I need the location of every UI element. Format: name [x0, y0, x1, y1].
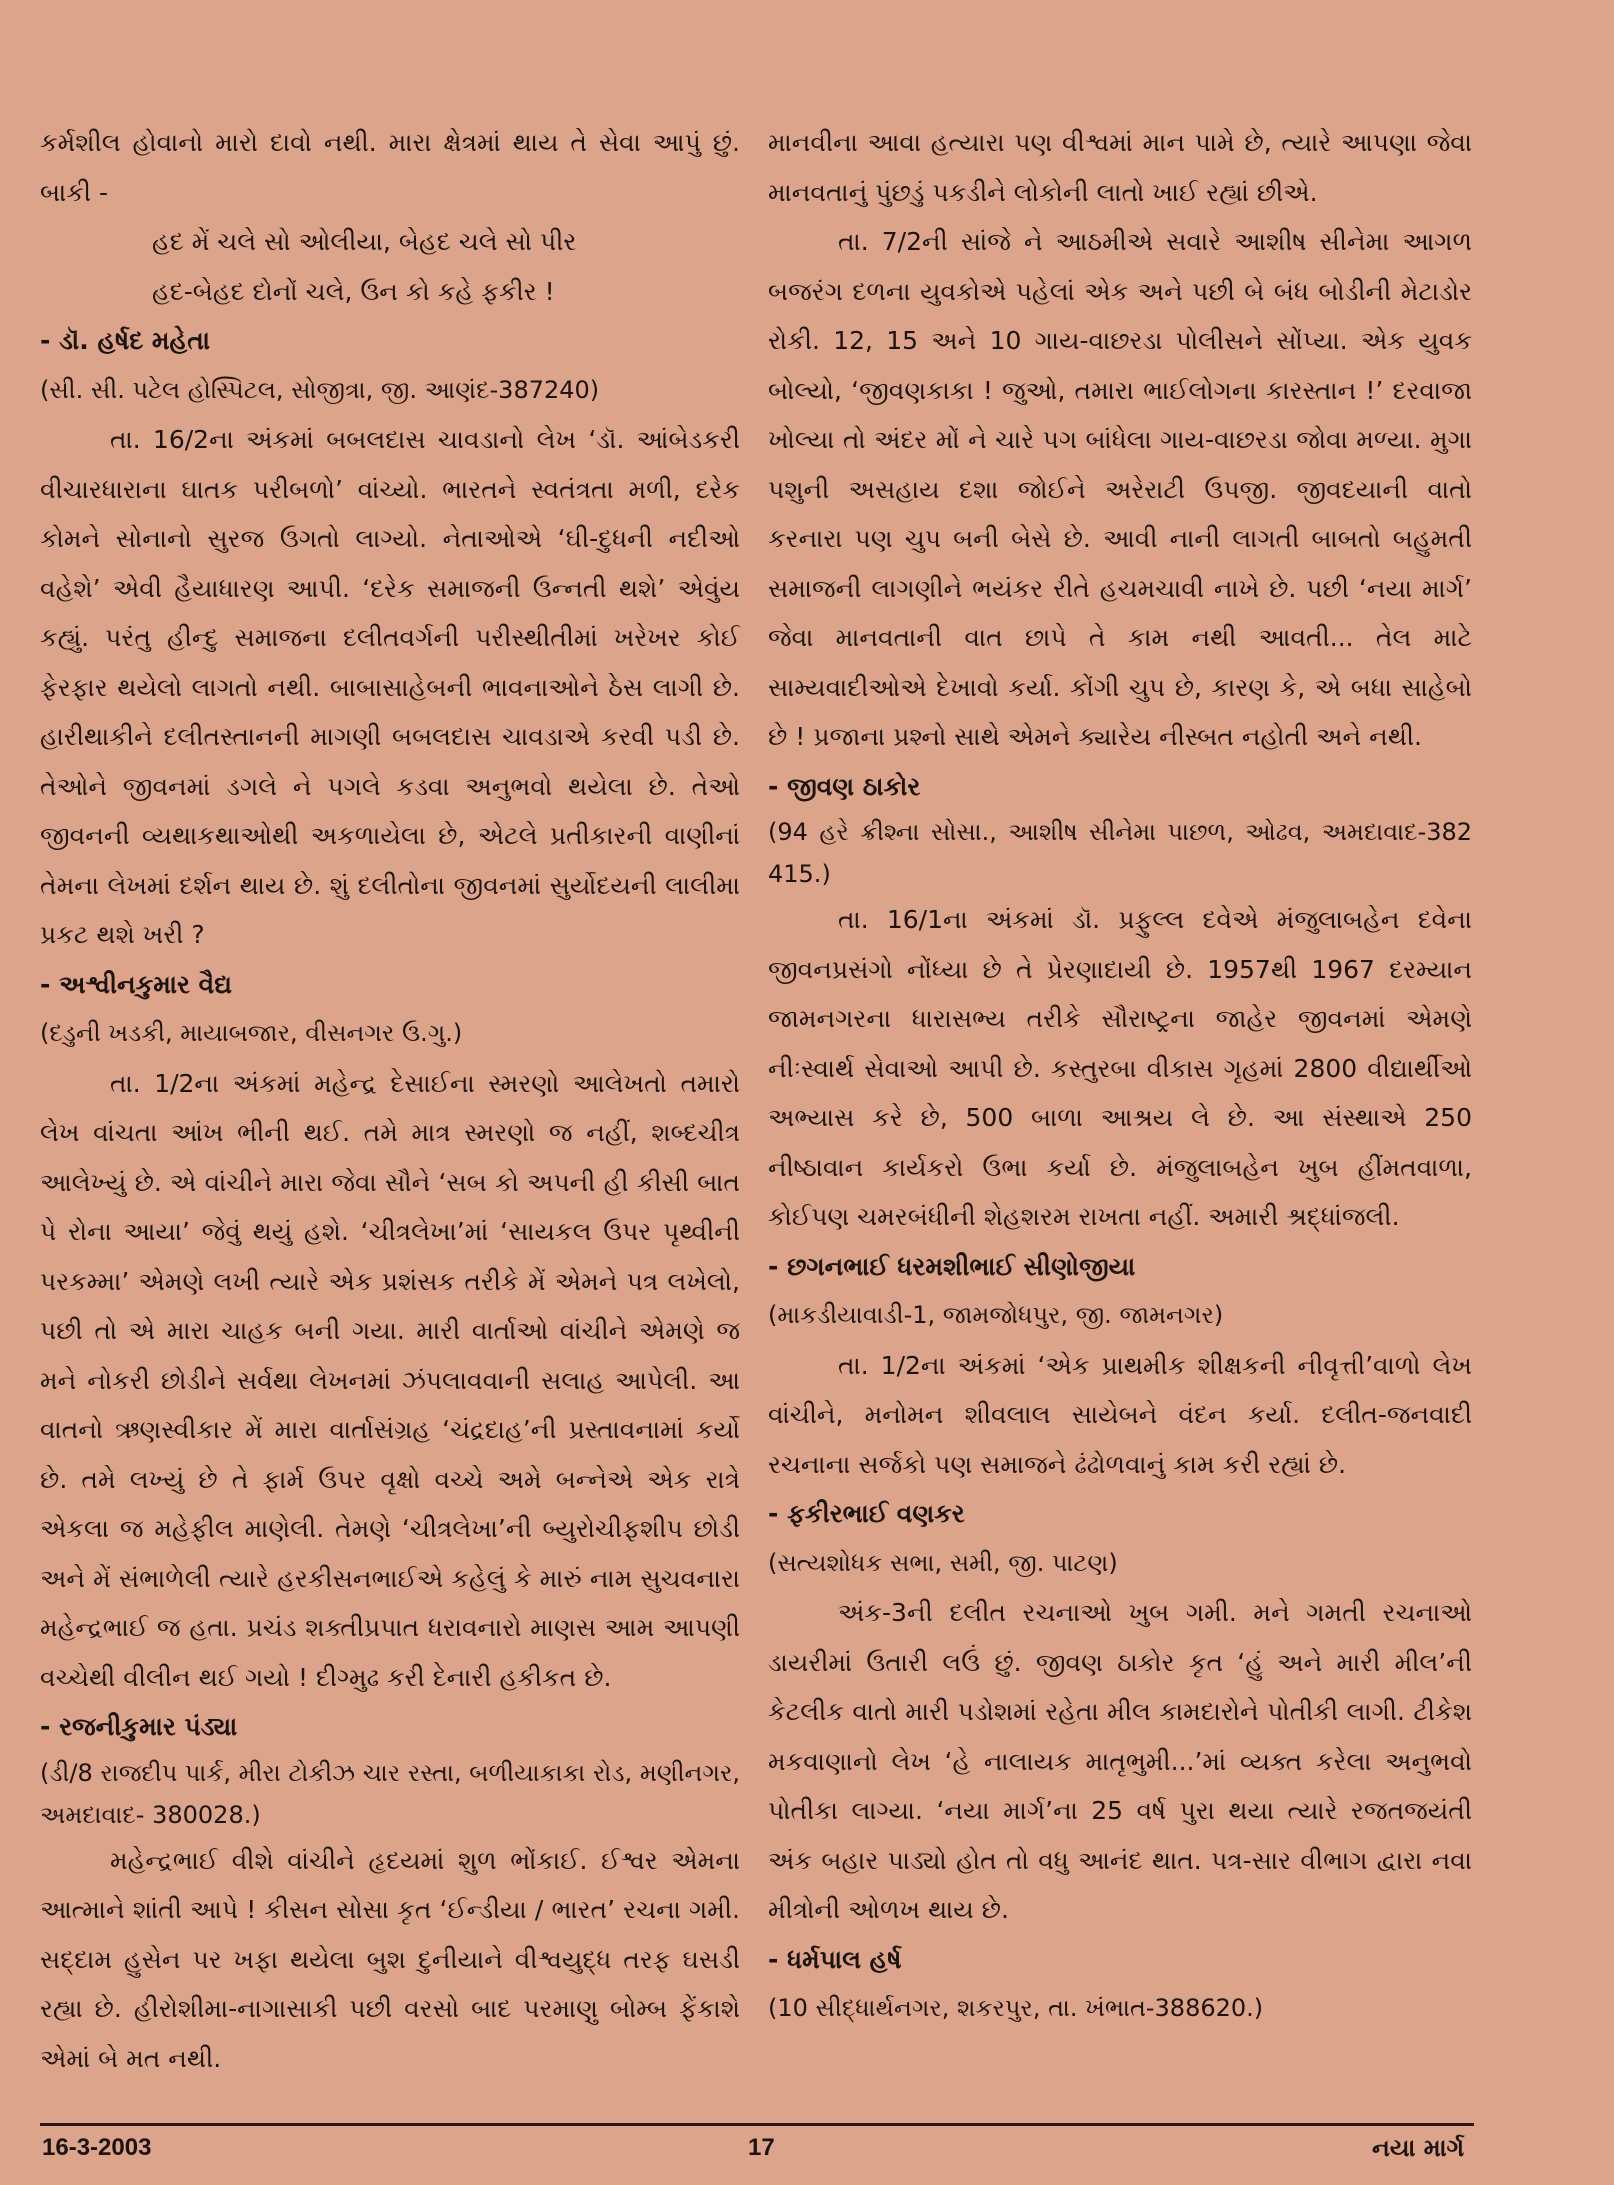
letter-address: (માકડીયાવાડી-1, જામજોધપુર, જી. જામનગર)	[768, 1301, 1224, 1329]
letter-paragraph: માનવીના આવા હત્યારા પણ વીશ્વમાં માન પામે છે, ત્યારે આપણા જેવા માનવતાનું પુંછડું પકડીને લોકોની લાતો ખાઈ રહ્યાં છીએ.	[768, 128, 1472, 207]
left-column	[40, 118, 740, 2083]
issue-date: 16-3-2003	[42, 2134, 152, 2161]
letter-address: (દડુની ખડકી, માયાબજાર, વીસનગર ઉ.ગુ.)	[40, 1019, 463, 1047]
letter-paragraph: અંક-3ની દલીત રચનાઓ ખુબ ગમી. મને ગમતી રચનાઓ ડાયરીમાં ઉતારી લઉં છું. જીવણ ઠાકોર કૃત ‘હું અને મારી મીલ’ની કેટલીક વાતો મારી પડોશમાં રહેતા મીલ કામદારોને પોતીકી લાગી. ટીકેશ મકવાણાનો લેખ ‘હે નાલાયક માતૃભુમી...’માં વ્યક્ત કરેલા અનુભવો પોતીકા લાગ્યા. ‘નયા માર્ગ’ના 25 વર્ષ પુરા થયા ત્યારે રજતજયંતી અંક બહાર પાડ્યો હોત તો વધુ આનંદ થાત. પત્ર-સાર વીભાગ દ્વારા નવા મીત્રોની ઓળખ થાય છે.	[768, 1598, 1472, 1924]
footer-divider	[40, 2123, 1474, 2126]
letter-paragraph: મહેન્દ્રભાઈ વીશે વાંચીને હૃદયમાં શુળ ભોંકાઈ. ઈશ્વર એમના આત્માને શાંતી આપે ! કીસન સોસા કૃત ‘ઈન્ડીયા / ભારત’ રચના ગમી. સદ્દામ હુસેન પર ખફા થયેલા બુશ દુનીયાને વીશ્વયુદ્ધ તરફ ઘસડી રહ્યા છે. હીરોશીમા-નાગાસાકી પછી વરસો બાદ પરમાણુ બોમ્બ ફેંકાશે એમાં બે મત નથી.	[40, 1845, 740, 2073]
letter-signature: - ડૉ. હર્ષદ મહેતા	[40, 326, 211, 355]
letter-address: (સત્યશોધક સભા, સમી, જી. પાટણ)	[768, 1548, 1118, 1577]
poem-line: હદ મેં ચલે સો ઓલીયા, બેહદ ચલે સો પીર	[152, 227, 577, 256]
letter-paragraph: તા. 16/2ના અંકમાં બબલદાસ ચાવડાનો લેખ ‘ડૉ. આંબેડકરી વીચારધારાના ઘાતક પરીબળો’ વાંચ્યો. ભારતને સ્વતંત્રતા મળી, દરેક કોમને સોનાનો સુરજ ઉગતો લાગ્યો. નેતાઓએ ‘ઘી-દુધની નદીઓ વહેશે’ એવી હૈયાધારણ આપી. ‘દરેક સમાજની ઉન્નતી થશે’ એવુંય કહ્યું. પરંતુ હીન્દુ સમાજના દલીતવર્ગની પરીસ્થીતીમાં ખરેખર કોઈ ફેરફાર થયેલો લાગતો નથી. બાબાસાહેબની ભાવનાઓને ઠેસ લાગી છે. હારીથાકીને દલીતસ્તાનની માગણી બબલદાસ ચાવડાએ કરવી પડી છે. તેઓને જીવનમાં ડગલે ને પગલે કડવા અનુભવો થયેલા છે. તેઓ જીવનની વ્યથાકથાઓથી અકળાયેલા છે, એટલે પ્રતીકારની વાણીનાં તેમના લેખમાં દર્શન થાય છે. શું દલીતોના જીવનમાં સુર્યોદયની લાલીમા પ્રકટ થશે ખરી ?	[40, 425, 740, 949]
magazine-name: નયા માર્ગ	[1372, 2134, 1465, 2162]
letter-paragraph: તા. 7/2ની સાંજે ને આઠમીએ સવારે આશીષ સીનેમા આગળ બજરંગ દળના યુવકોએ પહેલાં એક અને પછી બે બંધ બોડીની મેટાડોર રોકી. 12, 15 અને 10 ગાય-વાછરડા પોલીસને સોંપ્યા. એક યુવક બોલ્યો, ‘જીવણકાકા ! જુઓ, તમારા ભાઈલોગના કારસ્તાન !’ દરવાજા ખોલ્યા તો અંદર મોં ને ચારે પગ બાંધેલા ગાય-વાછરડા જોવા મળ્યા. મુગા પશુની અસહાય દશા જોઈને અરેરાટી ઉપજી. જીવદયાની વાતો કરનારા પણ ચુપ બની બેસે છે. આવી નાની લાગતી બાબતો બહુમતી સમાજની લાગણીને ભયંકર રીતે હચમચાવી નાખે છે. પછી ‘નયા માર્ગ’ જેવા માનવતાની વાત છાપે તે કામ નથી આવતી... તેલ માટે સામ્યવાદીઓએ દેખાવો કર્યા. કોંગી ચુપ છે, કારણ કે, એ બધા સાહેબો છે ! પ્રજાના પ્રશ્નો સાથે એમને ક્યારેય નીસ્બત નહોતી અને નથી.	[768, 227, 1472, 751]
letter-address: (94 હરે ક્રીશ્ના સોસા., આશીષ સીનેમા પાછળ, ઓઢવ, અમદાવાદ-382 415.)	[768, 818, 1472, 888]
poem-line: હદ-બેહદ દોનોં ચલે, ઉન કો કહે ફકીર !	[152, 276, 555, 306]
letter-signature: - રજનીકુમાર પંડ્યા	[40, 1712, 238, 1741]
letter-signature: - છગનભાઈ ધરમશીભાઈ સીણોજીયા	[768, 1251, 1136, 1281]
right-column	[768, 118, 1472, 2034]
letter-address: (10 સીદ્ધાર્થનગર, શકરપુર, તા. ખંભાત-388620.)	[768, 1994, 1264, 2022]
letter-paragraph: કર્મશીલ હોવાનો મારો દાવો નથી. મારા ક્ષેત્રમાં થાય તે સેવા આપું છું. બાકી -	[40, 128, 740, 207]
letter-paragraph: તા. 1/2ના અંકમાં ‘એક પ્રાથમીક શીક્ષકની નીવૃત્તી’વાળો લેખ વાંચીને, મનોમન શીવલાલ સાયેબને વંદન કર્યા. દલીત-જનવાદી રચનાના સર્જકો પણ સમાજને ઢંઢોળવાનું કામ કરી રહ્યાં છે.	[768, 1350, 1472, 1479]
letter-paragraph: તા. 1/2ના અંકમાં મહેન્દ્ર દેસાઈના સ્મરણો આલેખતો તમારો લેખ વાંચતા આંખ ભીની થઈ. તમે માત્ર સ્મરણો જ નહીં, શબ્દચીત્ર આલેખ્યું છે. એ વાંચીને મારા જેવા સૌને ‘સબ કો અપની હી કીસી બાત પે રોના આયા’ જેવું થયું હશે. ‘ચીત્રલેખા’માં ‘સાયકલ ઉપર પૃથ્વીની પરકમ્મા’ એમણે લખી ત્યારે એક પ્રશંસક તરીકે મેં એમને પત્ર લખેલો, પછી તો એ મારા ચાહક બની ગયા. મારી વાર્તાઓ વાંચીને એમણે જ મને નોકરી છોડીને સર્વથા લેખનમાં ઝંપલાવવાની સલાહ આપેલી. આ વાતનો ઋણસ્વીકાર મેં મારા વાર્તાસંગ્રહ ‘ચંદ્રદાહ’ની પ્રસ્તાવનામાં કર્યો છે. તમે લખ્યું છે તે ફાર્મ ઉપર વૃક્ષો વચ્ચે અમે બન્નેએ એક રાત્રે એકલા જ મહેફીલ માણેલી. તેમણે ‘ચીત્રલેખા’ની બ્યુરોચીફશીપ છોડી અને મેં સંભાળેલી ત્યારે હરકીસનભાઈએ કહેલું કે મારું નામ સુચવનારા મહેન્દ્રભાઈ જ હતા. પ્રચંડ શક્તીપ્રપાત ધરાવનારો માણસ આમ આપણી વચ્ચેથી વીલીન થઈ ગયો ! દીગ્મુઢ કરી દેનારી હકીકત છે.	[40, 1068, 740, 1692]
letter-signature: - અશ્વીનકુમાર વૈદ્ય	[40, 969, 232, 999]
letter-signature: - ધર્મપાલ હર્ષ	[768, 1944, 902, 1974]
letter-signature: - ફકીરભાઈ વણકર	[768, 1499, 965, 1528]
letter-signature: - જીવણ ઠાકોર	[768, 771, 921, 801]
letter-paragraph: તા. 16/1ના અંકમાં ડૉ. પ્રફુલ્લ દવેએ મંજુલાબહેન દવેના જીવનપ્રસંગો નોંધ્યા છે તે પ્રેરણાદાયી છે. 1957થી 1967 દરમ્યાન જામનગરના ધારાસભ્ય તરીકે સૌરાષ્ટ્રના જાહેર જીવનમાં એમણે નીઃસ્વાર્થ સેવાઓ આપી છે. કસ્તુરબા વીકાસ ગૃહમાં 2800 વીદ્યાર્થીઓ અભ્યાસ કરે છે, 500 બાળા આશ્રય લે છે. આ સંસ્થાએ 250 નીષ્ઠાવાન કાર્યકરો ઉભા કર્યા છે. મંજુલાબહેન ખુબ હીંમતવાળા, કોઈપણ ચમરબંધીની શેહશરમ રાખતા નહીં. અમારી શ્રદ્ધાંજલી.	[768, 905, 1472, 1231]
letter-address: (ડી/8 રાજદીપ પાર્ક, મીરા ટોકીઝ ચાર રસ્તા, બળીયાકાકા રોડ, મણીનગર, અમદાવાદ- 380028.)	[40, 1758, 740, 1829]
page-number: 17	[748, 2134, 775, 2161]
letter-address: (સી. સી. પટેલ હોસ્પિટલ, સોજીત્રા, જી. આણંદ-387240)	[40, 375, 600, 404]
